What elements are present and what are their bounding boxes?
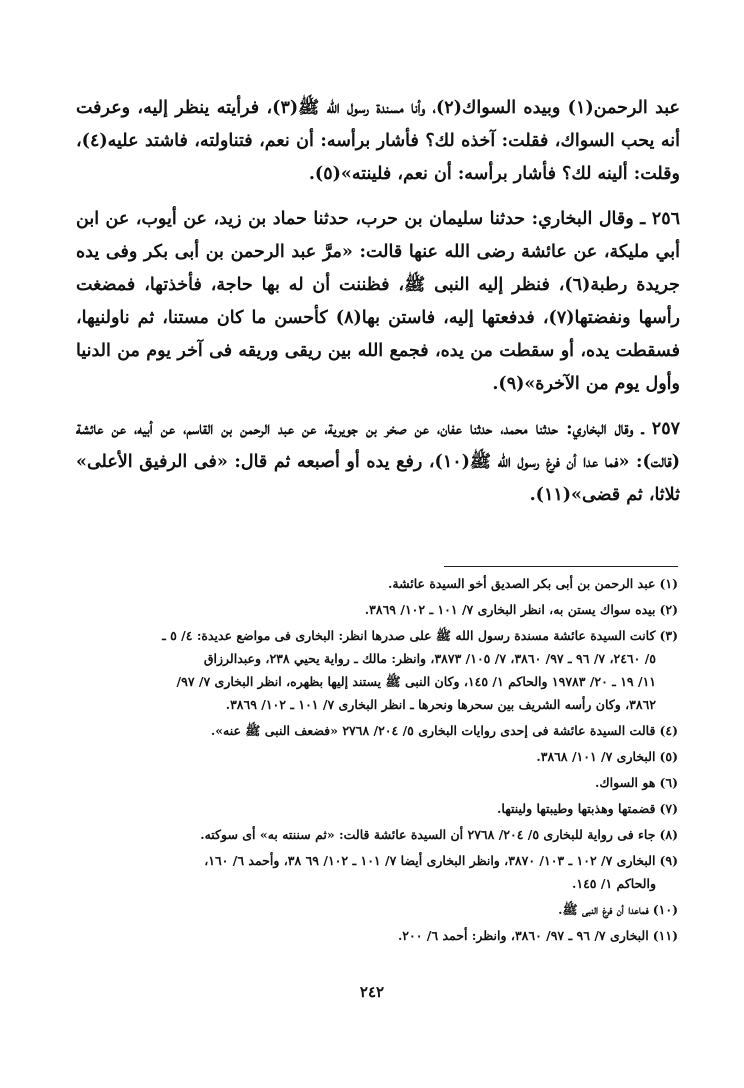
footnote: [62, 849, 678, 895]
footnote: [62, 898, 678, 921]
footnote-continuation: ١١/ ١٩ ـ ٢٠/ ١٩٧٨٣ والحاكم ١/ ١٤٥، وكان النبى ﷺ يستند إليها بظهره، انظر البخارى ٧/ ٩٧/: [176, 674, 656, 689]
footnote-text: قالت السيدة عائشة فى إحدى روايات البخارى ٥/ ٢٠٤/ ٢٧٦٨ «فضعف النبى ﷺ عنه».: [210, 723, 656, 738]
footnote-number: (١٠): [652, 902, 678, 917]
footnote-text: بيده سواك يستن به، انظر البخارى ٧/ ١٠١ ـ ١٠٢/ ٣٨٦٩.: [364, 602, 656, 617]
footnote: [62, 823, 678, 846]
main-text: [76, 92, 680, 524]
footnote-number: (١١): [652, 928, 678, 943]
footnote-text: البخارى ٧/ ١٠٢ ـ ١٠٣/ ٣٨٧٠، وانظر البخارى أيضا ٧/ ١٠١ ـ ١٠٢/ ٦٩ ٣٨، وأحمد ٦/ ١٦٠،: [204, 853, 656, 868]
footnote-number: (٥): [659, 749, 678, 764]
footnote-continuation: ٥/ ٢٤٦٠، ٧/ ٩٦ ـ ٩٧/ ٣٨٦٠، ٧/ ١٠٥/ ٣٨٧٣، وانظر: مالك ـ رواية يحيي ٢٣٨، وعبدالرزاق: [203, 651, 656, 666]
footnote: [62, 797, 678, 820]
footnote-number: (٣): [659, 628, 678, 643]
paragraph: ٢٥٦ ـ وقال البخاري: حدثنا سليمان بن حرب، حدثنا حماد بن زيد، عن أيوب، عن ابن أبي مليكة، عن عائشة رضى الله عنها قالت: «مرَّ عبد الرحمن بن أبى بكر وفى يده جريدة رطبة(٦)، فنظر إليه النبى ﷺ، فظننت أن له بها حاجة، فأخذتها، فمضغت رأسها ونفضتها(٧)، فدفعتها إليه، فاستن بها(٨) كأحسن ما كان مستنا، ثم ناولنيها، فسقطت يده، أو سقطت من يده، فجمع الله بين ريقى وريقه فى آخر يوم من الدنيا وأول يوم من الآخرة»(٩).: [76, 209, 681, 394]
footnote-number: (٤): [659, 723, 678, 738]
footnote-text: كانت السيدة عائشة مسندة رسول الله ﷺ على صدرها انظر: البخارى فى مواضع عديدة: ٤/ ٥ ـ: [162, 628, 656, 643]
paragraph: ٢٥٧ ـ وقال البخاري: حدثنا محمد، حدثنا عفان، عن صخر بن جويرية، عن عبد الرحمن بن القاسم، عن أبيه، عن عائشة (قالت): «فما عدا أن فرغ رسول الله ﷺ(١٠)، رفع يده أو أصبعه ثم قال: «فى الرفيق الأعلى» ثلاثا، ثم قضى»(١١).: [76, 419, 680, 505]
footnote-text: جاء فى رواية للبخارى ٥/ ٢٠٤/ ٢٧٦٨ أن السيدة عائشة قالت: «ثم سننته به» أى سوكته.: [200, 827, 656, 842]
page-number: ٢٤٢: [359, 983, 385, 1001]
footnote-number: (٦): [659, 775, 678, 790]
footnote-text: قضمتها وهذبتها وطيبتها ولينتها.: [497, 801, 656, 816]
footnote-text: عبد الرحمن بن أبى بكر الصديق أخو السيدة عائشة.: [388, 576, 656, 591]
footnote-number: (٩): [659, 853, 678, 868]
footnote-number: (٢): [659, 602, 678, 617]
footnote: [62, 598, 678, 621]
footnote: [62, 719, 678, 742]
footnote: [62, 745, 678, 768]
footnotes: [62, 572, 678, 950]
footnote: [62, 624, 678, 716]
footnote-text: فماعدا أن فرغ النبى ﷺ.: [558, 902, 649, 917]
footnote-text: البخارى ٧/ ٩٦ ـ ٩٧/ ٣٨٦٠، وانظر: أحمد ٦/ ٢٠٠.: [397, 928, 649, 943]
footnote: [62, 572, 678, 595]
footnote: [62, 924, 678, 947]
footnote: [62, 771, 678, 794]
footnote-text: هو السواك.: [595, 775, 656, 790]
footnote-text: البخارى ٧/ ١٠١/ ٣٨٦٨.: [536, 749, 656, 764]
footnote-number: (٧): [659, 801, 678, 816]
footnote-separator: [444, 566, 678, 567]
footnote-number: (٨): [659, 827, 678, 842]
paragraph: عبد الرحمن(١) وبيده السواك(٢)، وأنا مسندة رسول الله ﷺ(٣)، فرأيته ينظر إليه، وعرفت أنه يحب السواك، فقلت: آخذه لك؟ فأشار برأسه: أن نعم، فتناولته، فاشتد عليه(٤)، وقلت: ألينه لك؟ فأشار برأسه: أن نعم، فلينته»(٥).: [76, 98, 680, 184]
footnote-number: (١): [659, 576, 678, 591]
footnote-continuation: ٣٨٦٢، وكان رأسه الشريف بين سحرها ونحرها ـ انظر البخارى ٧/ ١٠١ ـ ١٠٢/ ٣٨٦٩.: [225, 697, 656, 712]
footnote-continuation: والحاكم ١/ ١٤٥.: [572, 876, 656, 891]
